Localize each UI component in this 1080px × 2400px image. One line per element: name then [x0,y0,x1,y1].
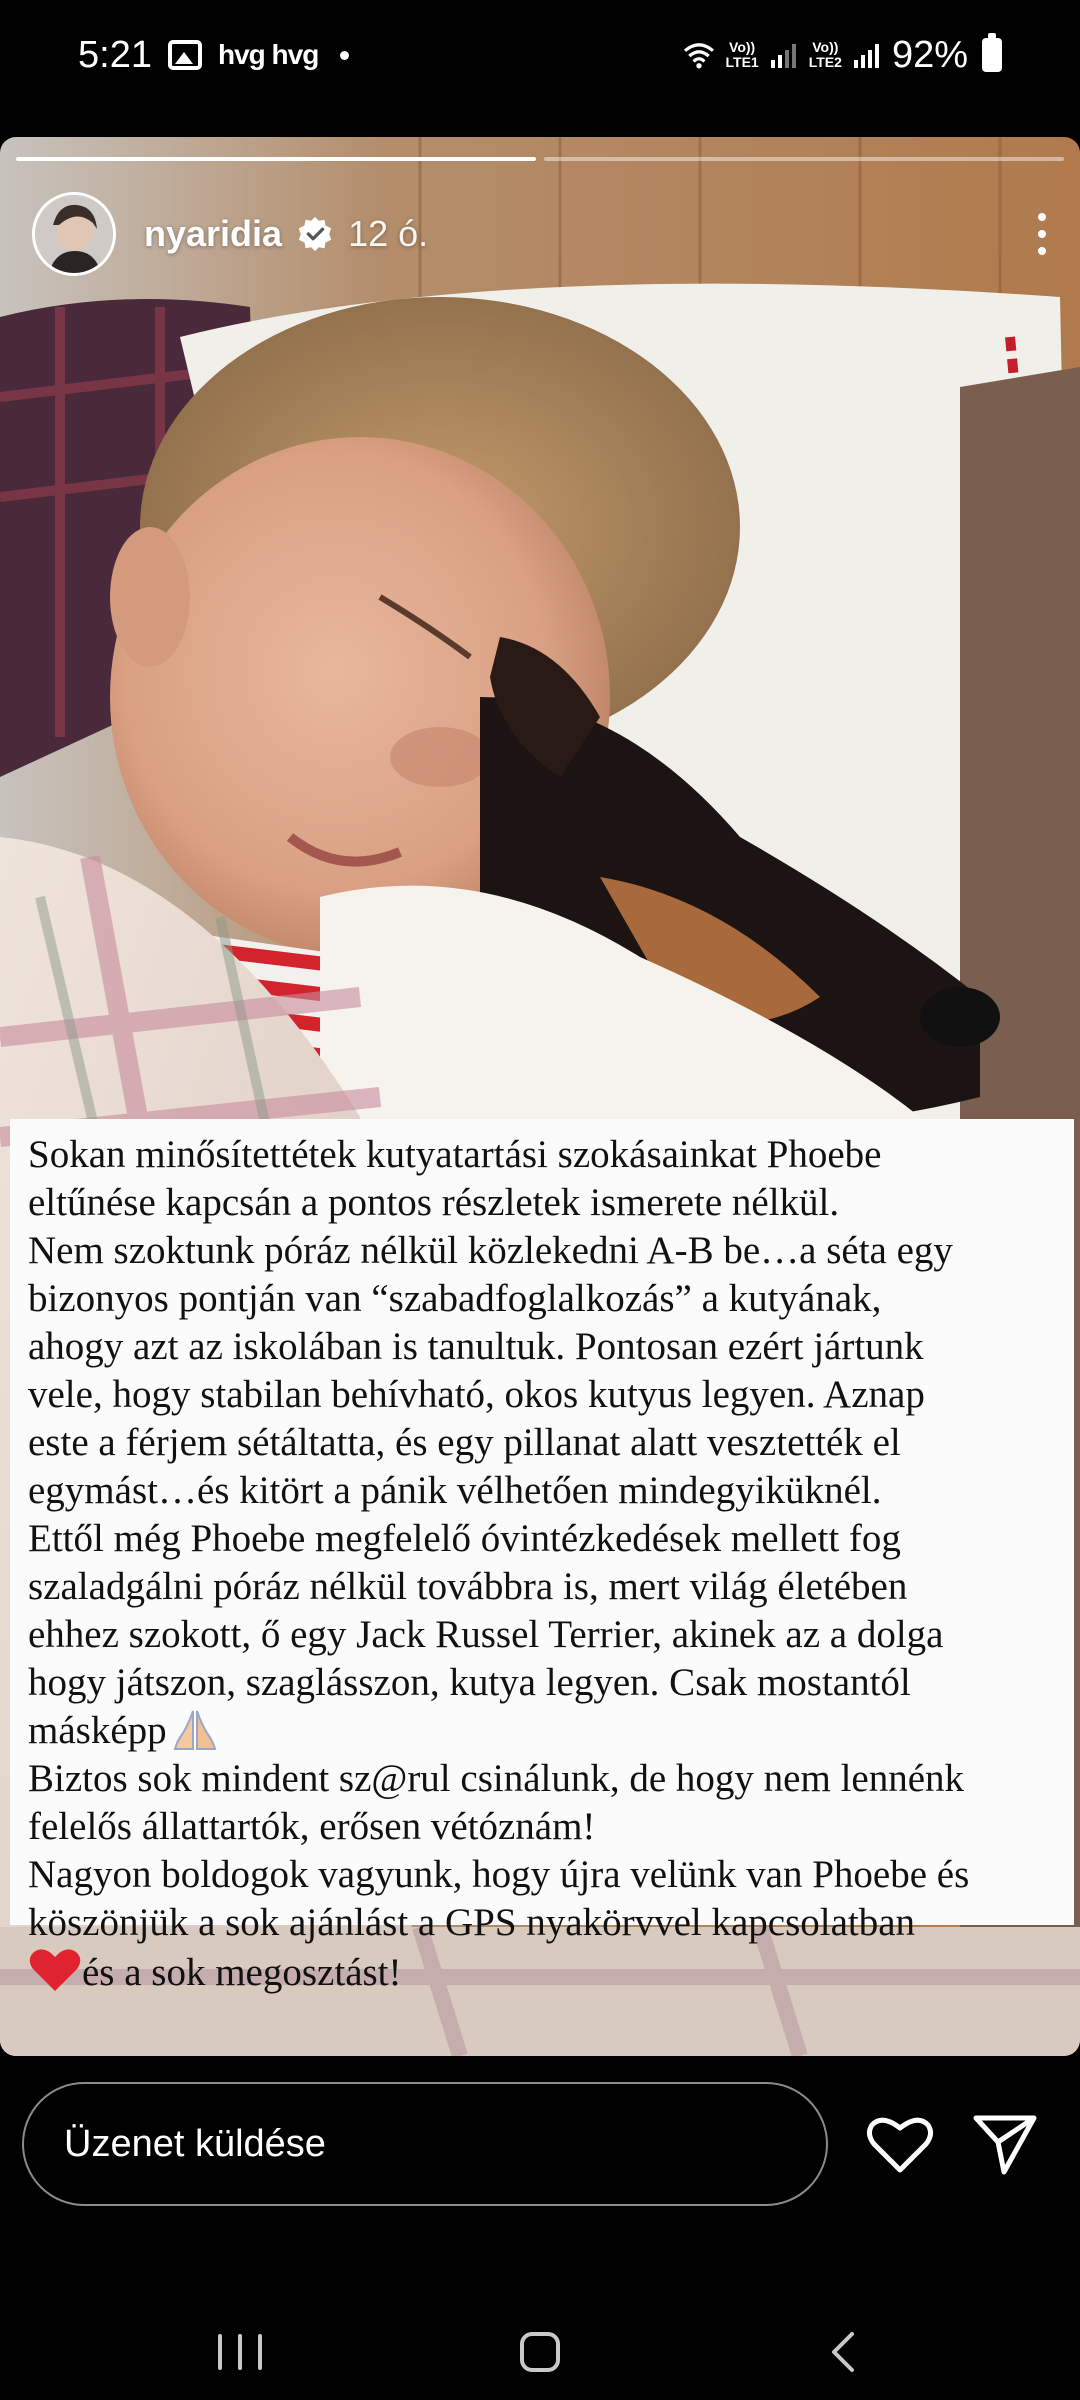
avatar[interactable] [32,192,116,276]
caption-line: Ettől még Phoebe megfelelő óvintézkedések mellett fog [28,1517,901,1560]
send-icon[interactable] [972,2112,1038,2176]
progress-segment [544,157,1064,161]
caption-line: felelős állattartók, erősen vétóznám! [28,1805,596,1848]
story-header [32,191,1052,277]
caption-line: köszönjük a sok ajánlást a GPS nyakörvvel kapcsolatban [28,1901,916,1944]
caption-line: szaladgálni póráz nélkül továbbra is, mert világ életében [28,1565,908,1608]
caption-text [28,1131,1058,1997]
bar [258,2334,262,2370]
status-time: 5:21 [78,33,152,76]
message-input[interactable] [22,2082,828,2206]
caption-line-with-emoji [28,1707,1058,1755]
heart-icon[interactable] [866,2114,934,2174]
story-username[interactable]: nyaridia [144,213,283,254]
story-progress [16,157,1064,161]
caption-line: ehhez szokott, ő egy Jack Russel Terrier, akinek az a dolga [28,1613,944,1656]
battery-icon [982,38,1002,72]
verified-badge-icon [296,215,334,253]
caption-line: eltűnése kapcsán a pontos részletek ismerete nélkül. [28,1181,840,1224]
progress-segment [16,157,536,161]
story-timestamp: 12 ó. [348,213,429,254]
caption-line: bizonyos pontján van “szabadfoglalkozás” a kutyának, [28,1277,882,1320]
recent-apps-icon[interactable] [218,2334,262,2370]
avatar-image [35,195,113,273]
notification-dot-icon [340,51,349,60]
dot [1038,247,1046,255]
signal-2-icon [852,42,882,68]
caption-line: Biztos sok mindent sz@rul csinálunk, de hogy nem lennénk [28,1757,965,1800]
sim2-volte: Vo)) [812,39,839,55]
status-bar [0,0,1080,110]
caption-line: hogy játszon, szaglásszon, kutya legyen. Csak mostantól [28,1661,911,1704]
caption-line: egymást…és kitört a pánik vélhetően mindegyiküknél. [28,1469,882,1512]
sim1-lte: LTE1 [725,54,759,70]
more-vertical-icon[interactable] [1032,209,1052,259]
caption-line: és a sok megosztást! [82,1951,402,1994]
system-nav-bar [0,2236,1080,2400]
sim1-lte-label [726,40,759,70]
status-right [682,34,1002,77]
signal-1-icon [769,42,799,68]
progress-fill [16,157,536,161]
gallery-icon [168,40,202,70]
bar [218,2334,222,2370]
sim1-volte: Vo)) [729,39,756,55]
sim2-lte: LTE2 [808,54,842,70]
wifi-icon [682,41,716,69]
notification-apps: hvg hvg [217,39,319,70]
bar [238,2334,242,2370]
praying-hands-icon [167,1707,223,1751]
caption-line: másképp [28,1709,167,1752]
caption-line: Nagyon boldogok vagyunk, hogy újra velünk van Phoebe és [28,1853,970,1896]
caption-line: Nem szoktunk póráz nélkül közlekedni A-B be…a séta egy [28,1229,953,1272]
caption-box [10,1119,1074,1994]
message-placeholder: Üzenet küldése [64,2122,326,2165]
caption-line: Sokan minősítettétek kutyatartási szokásainkat Phoebe [28,1133,882,1176]
status-left [78,34,349,77]
sim2-lte-label [809,40,842,70]
red-heart-icon [28,1947,82,1993]
dot [1038,230,1046,238]
caption-line: ahogy azt az iskolában is tanultuk. Pontosan ezért jártunk [28,1325,924,1368]
battery-percent: 92% [891,33,968,76]
dot [1038,213,1046,221]
caption-line-with-emoji [28,1947,1058,1997]
home-icon[interactable] [520,2332,560,2372]
back-icon[interactable] [828,2330,858,2374]
caption-line: vele, hogy stabilan behívható, okos kutyus legyen. Aznap [28,1373,925,1416]
story-card[interactable] [0,137,1080,2056]
caption-line: este a férjem sétáltatta, és egy pillanat alatt vesztették el [28,1421,901,1464]
message-bar [0,2056,1080,2236]
